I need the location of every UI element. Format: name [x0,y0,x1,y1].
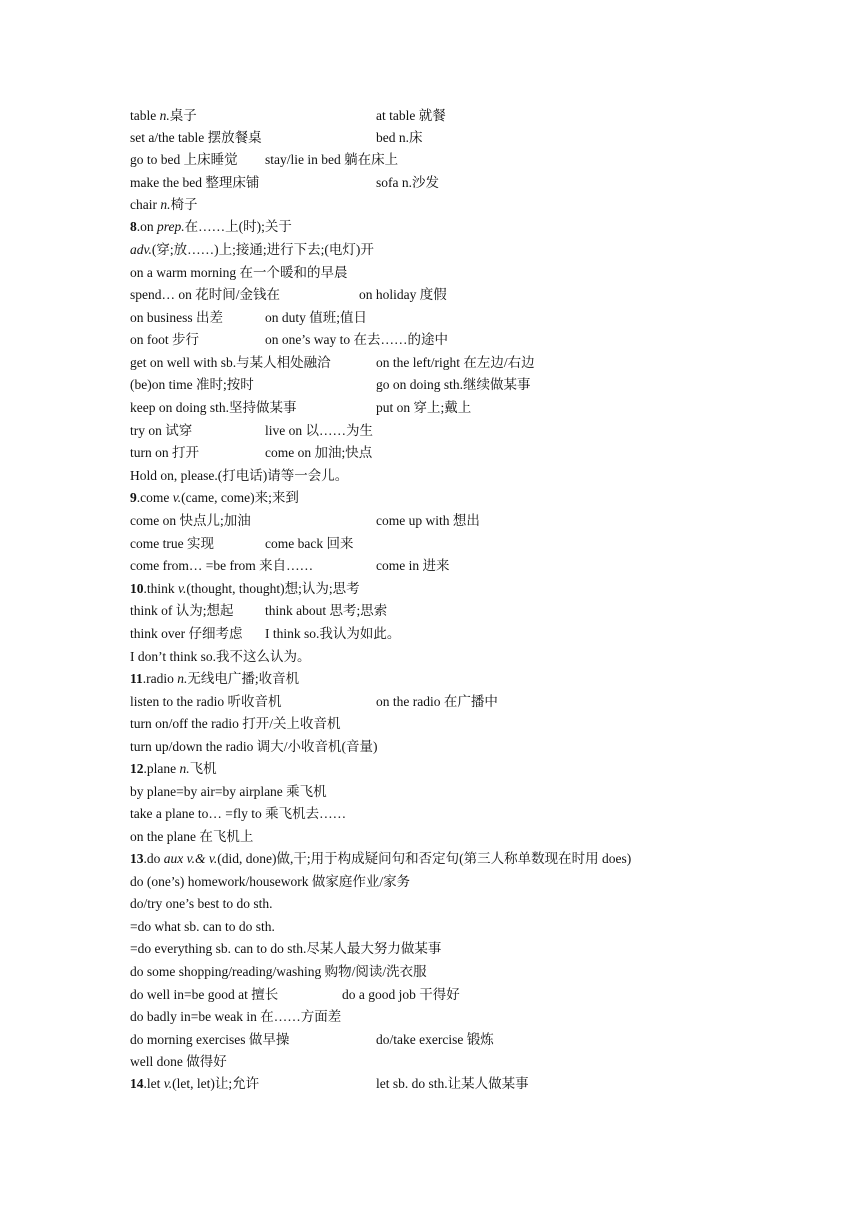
text-line [130,736,377,758]
entry-text: on the plane 在飞机上 [130,829,254,844]
entry-text: make the bed 整理床铺 [130,175,260,190]
text-line [130,984,460,1006]
text-line [130,713,340,735]
entry-text-col2: on the left/right 在左边/右边 [376,355,535,370]
text-line [130,826,253,848]
entry-text: set a/the table 摆放餐桌 [130,130,262,145]
heading-line [130,487,299,509]
text-line [130,465,348,487]
entry-text-col2: come back 回来 [265,536,354,551]
entry-text-col2: let sb. do sth.让某人做某事 [376,1076,529,1091]
entry-text: take a plane to… =fly to 乘飞机去…… [130,806,347,821]
entry-text-col2: put on 穿上;戴上 [376,400,472,415]
entry-text-col2: come up with 想出 [376,513,480,528]
entry-text: turn up/down the radio 调大/小收音机(音量) [130,739,378,754]
entry-text: come from… =be from 来自…… [130,558,314,573]
text-line [130,938,441,960]
entry-text: spend… on 花时间/金钱在 [130,287,280,302]
entry-text: .let v.(let, let)让;允许 [143,1076,260,1091]
entry-text-col2: at table 就餐 [376,108,446,123]
entry-text-col2: on one’s way to 在去……的途中 [265,332,448,347]
text-line [130,781,327,803]
text-line [130,1006,341,1028]
entry-text: .plane n.飞机 [143,761,217,776]
entry-number: 8 [130,219,137,234]
entry-text: do badly in=be weak in 在……方面差 [130,1009,342,1024]
text-line [130,374,531,396]
entry-text-col2: go on doing sth.继续做某事 [376,377,531,392]
entry-text-col2: come in 进来 [376,558,450,573]
entry-text: by plane=by air=by airplane 乘飞机 [130,784,327,799]
entry-text: do (one’s) homework/housework 做家庭作业/家务 [130,874,411,889]
text-line [130,397,472,419]
text-line [130,352,535,374]
entry-text: do some shopping/reading/washing 购物/阅读/洗衣服 [130,964,427,979]
entry-text: try on 试穿 [130,423,193,438]
entry-text: =do everything sb. can to do sth.尽某人最大努力做某事 [130,941,442,956]
text-line [130,1029,494,1051]
heading-line [130,216,292,238]
heading-line [130,758,217,780]
text-line [130,127,423,149]
entry-text: keep on doing sth.坚持做某事 [130,400,297,415]
entry-number: 11 [130,671,143,686]
entry-text-col2: on the radio 在广播中 [376,694,498,709]
entry-text: do well in=be good at 擅长 [130,987,279,1002]
entry-text: on a warm morning 在一个暖和的早晨 [130,265,348,280]
text-line [130,262,347,284]
text-line [130,600,388,622]
text-line [130,916,275,938]
entry-text: .on prep.在……上(时);关于 [136,219,292,234]
text-line [130,871,410,893]
entry-text: .radio n.无线电广播;收音机 [142,671,300,686]
entry-text-col2: sofa n.沙发 [376,175,439,190]
entry-text: on foot 步行 [130,332,199,347]
entry-text-col2: live on 以……为生 [265,423,373,438]
text-line [130,623,401,645]
entry-text: .think v.(thought, thought)想;认为;思考 [143,581,360,596]
heading-line [130,848,631,870]
entry-text-col2: come on 加油;快点 [265,445,373,460]
entry-text: think over 仔细考虑 [130,626,243,641]
text-line [130,961,427,983]
entry-number: 14 [130,1076,144,1091]
entry-text: do morning exercises 做早操 [130,1032,290,1047]
entry-text: Hold on, please.(打电话)请等一会儿。 [130,468,349,483]
text-line [130,691,498,713]
heading-line [130,668,299,690]
text-line [130,442,373,464]
text-line [130,149,399,171]
text-line [130,510,480,532]
entry-text: table n.桌子 [130,108,197,123]
entry-number: 10 [130,581,144,596]
entry-text-col2: I think so.我认为如此。 [265,626,401,641]
entry-text-col2: think about 思考;思索 [265,603,388,618]
entry-number: 12 [130,761,144,776]
entry-text: on business 出差 [130,310,224,325]
entry-number: 9 [130,490,137,505]
text-line [130,194,197,216]
entry-text: .come v.(came, come)来;来到 [136,490,299,505]
entry-text-col2: do a good job 干得好 [342,987,460,1002]
entry-text: do/try one’s best to do sth. [130,896,273,911]
text-line [130,284,447,306]
entry-number: 13 [130,851,144,866]
heading-line [130,1073,529,1095]
text-line [130,172,439,194]
text-line [130,893,273,915]
entry-text: I don’t think so.我不这么认为。 [130,649,311,664]
entry-text: well done 做得好 [130,1054,227,1069]
text-line [130,239,374,261]
text-line [130,803,346,825]
text-line [130,1051,227,1073]
entry-text: think of 认为;想起 [130,603,234,618]
entry-text: listen to the radio 听收音机 [130,694,282,709]
entry-text-col2: do/take exercise 锻炼 [376,1032,494,1047]
entry-text: come on 快点儿;加油 [130,513,251,528]
entry-text: go to bed 上床睡觉 [130,152,238,167]
entry-text-col2: on holiday 度假 [359,287,447,302]
entry-text: come true 实现 [130,536,214,551]
entry-text-col2: stay/lie in bed 躺在床上 [265,152,399,167]
entry-text: turn on/off the radio 打开/关上收音机 [130,716,341,731]
entry-text-col2: on duty 值班;值日 [265,310,368,325]
entry-text: =do what sb. can to do sth. [130,919,275,934]
text-line [130,555,450,577]
entry-text: get on well with sb.与某人相处融洽 [130,355,331,370]
text-line [130,420,373,442]
heading-line [130,578,360,600]
entry-text-col2: bed n.床 [376,130,423,145]
text-line [130,646,311,668]
text-line [130,533,354,555]
text-line [130,329,448,351]
entry-text: adv.(穿;放……)上;接通;进行下去;(电灯)开 [130,242,374,257]
entry-text: .do aux v.& v.(did, done)做,干;用于构成疑问句和否定句(第三人称单数现在时用 does) [143,851,632,866]
text-line [130,307,368,329]
entry-text: (be)on time 准时;按时 [130,377,254,392]
text-line [130,105,446,127]
entry-text: turn on 打开 [130,445,199,460]
entry-text: chair n.椅子 [130,197,198,212]
